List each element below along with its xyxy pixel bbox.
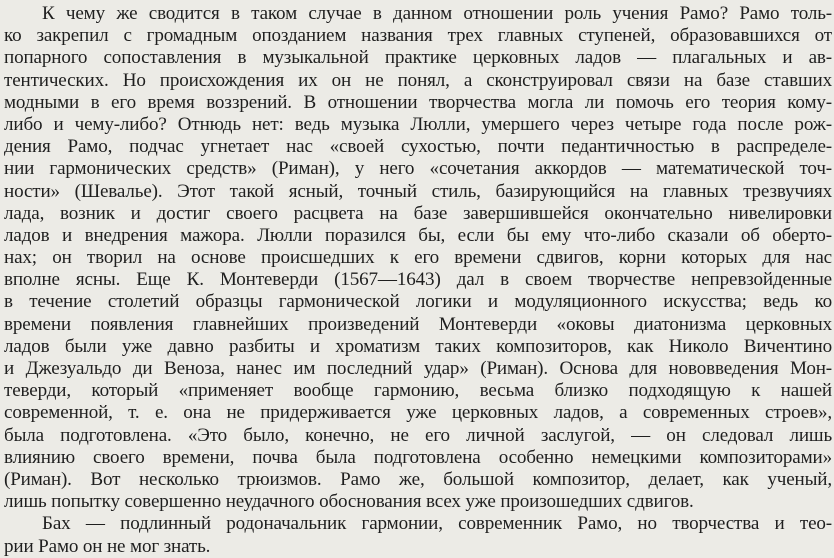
text-line: Бах — подлинный родоначальник гармонии, современник Рамо, но творчества и тео- <box>42 513 832 535</box>
text-line: времени появления главнейших произведений Монтеверди «оковы диатонизма церковных <box>4 313 832 335</box>
text-line: вполне ясны. Еще К. Монтеверди (1567—1643) дал в своем творчестве непревзойденные <box>4 269 832 291</box>
text-line: и Джезуальдо ди Веноза, нанес им последний удар» (Риман). Основа для нововведения Мон- <box>4 358 832 379</box>
text-line: (Риман). Вот несколько трюизмов. Рамо же, большой композитор, делает, как ученый, <box>4 468 832 490</box>
text-line: рии Рамо он не мог знать. <box>4 535 211 557</box>
text-line: К чему же сводится в таком случае в данном отношении роль учения Рамо? Рамо толь- <box>42 3 832 24</box>
text-line: лишь попытку совершенно неудачного обоснования всех уже произошедших сдвигов. <box>4 491 694 513</box>
text-line: нии гармонических средств» (Риман), у него «сочетания аккордов — математической точ- <box>4 158 832 180</box>
text-line: была подготовлена. «Это было, конечно, не его личной заслугой, — он следовал лишь <box>4 424 832 446</box>
text-line: ко закрепил с громадным опозданием названия трех главных ступеней, образовавшихся от <box>4 25 832 47</box>
text-line: дения Рамо, подчас угнетает нас «своей сухостью, почти педантичностью в распределе- <box>4 136 832 158</box>
text-line: ладов были уже давно разбиты и хроматизм таких композиторов, как Николо Вичентино <box>4 335 832 357</box>
text-line: попарного сопоставления в музыкальной практике церковных ладов — плагальных и ав- <box>4 47 832 69</box>
text-line: лада, возник и достиг своего расцвета на базе завершившейся окончательно нивелировки <box>4 202 832 224</box>
text-line: тентических. Но происхождения их он не понял, а сконструировал связи на базе ставших <box>4 69 832 91</box>
text-line: влиянию своего времени, почва была подготовлена особенно немецкими композиторами» <box>4 446 832 468</box>
text-line: модными в его время воззрений. В отношении творчества могла ли помочь его теория кому- <box>4 91 832 113</box>
text-line: нах; он творил на основе происшедших к его времени сдвигов, корни которых для нас <box>4 247 832 269</box>
text-line: ности» (Шевалье). Этот такой ясный, точный стиль, базирующийся на главных трезвучиях <box>4 180 832 202</box>
paragraph-2 <box>4 513 832 557</box>
text-line: теверди, который «применяет вообще гармонию, весьма близко подходящую к нашей <box>4 380 832 402</box>
text-line: современной, т. е. она не придерживается уже церковных ладов, а современных строев», <box>4 402 832 424</box>
body-text <box>4 3 832 558</box>
text-line: ладов и внедрения мажора. Люлли поразился бы, если бы ему что-либо сказали об оберто- <box>4 224 832 246</box>
text-line: либо и чему-либо? Отнюдь нет: ведь музыка Люлли, умершего через четыре года после рож- <box>4 113 832 135</box>
paragraph-1 <box>4 3 832 513</box>
text-line: в течение столетий образцы гармонической логики и модуляционного искусства; ведь ко <box>4 291 832 313</box>
